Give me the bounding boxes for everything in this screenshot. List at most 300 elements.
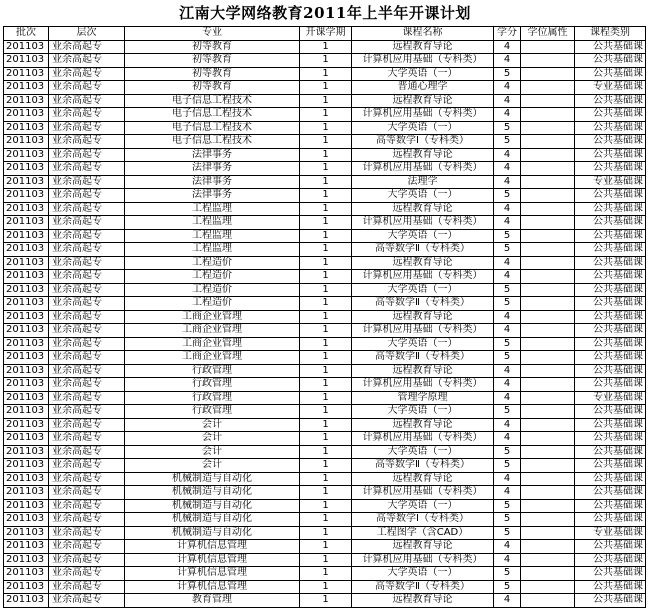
cell-credit: 4: [494, 472, 521, 486]
cell-level: 业余高起专: [49, 418, 125, 432]
cell-major: 行政管理: [125, 405, 300, 419]
cell-degree: [521, 202, 575, 216]
cell-batch: 201103: [4, 351, 49, 365]
header-course: 课程名称: [352, 27, 494, 41]
cell-major: 法律事务: [125, 175, 300, 189]
cell-major: 工商企业管理: [125, 351, 300, 365]
table-row: [4, 351, 646, 365]
cell-batch: 201103: [4, 216, 49, 230]
cell-major: 行政管理: [125, 364, 300, 378]
cell-major: 机械制造与自动化: [125, 472, 300, 486]
cell-term: 1: [300, 189, 352, 203]
cell-degree: [521, 121, 575, 135]
cell-course: 管理学原理: [352, 391, 494, 405]
cell-term: 1: [300, 310, 352, 324]
cell-type: 公共基础课: [575, 351, 646, 365]
table-row: [4, 189, 646, 203]
cell-term: 1: [300, 432, 352, 446]
cell-type: 公共基础课: [575, 135, 646, 149]
cell-course: 计算机应用基础（专科类）: [352, 270, 494, 284]
table-row: [4, 553, 646, 567]
cell-degree: [521, 580, 575, 594]
cell-degree: [521, 324, 575, 338]
cell-batch: 201103: [4, 580, 49, 594]
cell-course: 计算机应用基础（专科类）: [352, 378, 494, 392]
cell-level: 业余高起专: [49, 162, 125, 176]
cell-batch: 201103: [4, 189, 49, 203]
header-batch: 批次: [4, 27, 49, 41]
cell-batch: 201103: [4, 202, 49, 216]
cell-major: 教育管理: [125, 594, 300, 608]
cell-major: 会计: [125, 459, 300, 473]
cell-credit: 4: [494, 553, 521, 567]
cell-credit: 5: [494, 229, 521, 243]
table-row: [4, 175, 646, 189]
cell-term: 1: [300, 351, 352, 365]
cell-degree: [521, 378, 575, 392]
cell-batch: 201103: [4, 243, 49, 257]
cell-major: 计算机信息管理: [125, 580, 300, 594]
cell-degree: [521, 162, 575, 176]
cell-credit: 5: [494, 405, 521, 419]
cell-credit: 4: [494, 324, 521, 338]
header-degree: 学位属性: [521, 27, 575, 41]
cell-batch: 201103: [4, 256, 49, 270]
cell-type: 公共基础课: [575, 567, 646, 581]
cell-major: 计算机信息管理: [125, 567, 300, 581]
cell-term: 1: [300, 148, 352, 162]
cell-batch: 201103: [4, 459, 49, 473]
cell-degree: [521, 310, 575, 324]
table-row: [4, 337, 646, 351]
cell-credit: 4: [494, 202, 521, 216]
cell-course: 远程教育导论: [352, 472, 494, 486]
cell-term: 1: [300, 499, 352, 513]
cell-batch: 201103: [4, 472, 49, 486]
cell-batch: 201103: [4, 54, 49, 68]
cell-credit: 5: [494, 121, 521, 135]
cell-credit: 5: [494, 351, 521, 365]
cell-level: 业余高起专: [49, 324, 125, 338]
cell-major: 初等教育: [125, 81, 300, 95]
cell-course: 大学英语（一）: [352, 189, 494, 203]
cell-degree: [521, 418, 575, 432]
cell-term: 1: [300, 229, 352, 243]
cell-level: 业余高起专: [49, 499, 125, 513]
cell-course: 计算机应用基础（专科类）: [352, 486, 494, 500]
cell-degree: [521, 256, 575, 270]
cell-degree: [521, 472, 575, 486]
table-row: [4, 472, 646, 486]
cell-type: 公共基础课: [575, 486, 646, 500]
cell-batch: 201103: [4, 418, 49, 432]
cell-batch: 201103: [4, 108, 49, 122]
cell-degree: [521, 351, 575, 365]
cell-batch: 201103: [4, 364, 49, 378]
cell-type: 公共基础课: [575, 229, 646, 243]
cell-level: 业余高起专: [49, 553, 125, 567]
cell-type: 公共基础课: [575, 310, 646, 324]
cell-level: 业余高起专: [49, 580, 125, 594]
cell-term: 1: [300, 526, 352, 540]
cell-degree: [521, 40, 575, 54]
cell-major: 会计: [125, 418, 300, 432]
cell-credit: 4: [494, 270, 521, 284]
cell-course: 远程教育导论: [352, 364, 494, 378]
table-row: [4, 216, 646, 230]
cell-level: 业余高起专: [49, 189, 125, 203]
cell-level: 业余高起专: [49, 567, 125, 581]
cell-level: 业余高起专: [49, 121, 125, 135]
table-row: [4, 580, 646, 594]
cell-degree: [521, 108, 575, 122]
cell-type: 公共基础课: [575, 54, 646, 68]
table-row: [4, 40, 646, 54]
cell-term: 1: [300, 243, 352, 257]
cell-term: 1: [300, 121, 352, 135]
cell-degree: [521, 513, 575, 527]
cell-degree: [521, 67, 575, 81]
cell-level: 业余高起专: [49, 216, 125, 230]
cell-level: 业余高起专: [49, 270, 125, 284]
cell-batch: 201103: [4, 297, 49, 311]
cell-batch: 201103: [4, 270, 49, 284]
table-row: [4, 162, 646, 176]
cell-major: 工商企业管理: [125, 324, 300, 338]
cell-term: 1: [300, 364, 352, 378]
cell-degree: [521, 175, 575, 189]
cell-term: 1: [300, 459, 352, 473]
cell-batch: 201103: [4, 40, 49, 54]
cell-credit: 5: [494, 513, 521, 527]
cell-credit: 4: [494, 540, 521, 554]
cell-batch: 201103: [4, 378, 49, 392]
cell-term: 1: [300, 513, 352, 527]
table-row: [4, 108, 646, 122]
header-term: 开课学期: [300, 27, 352, 41]
cell-course: 大学英语（一）: [352, 499, 494, 513]
cell-degree: [521, 567, 575, 581]
cell-degree: [521, 499, 575, 513]
cell-type: 公共基础课: [575, 40, 646, 54]
cell-level: 业余高起专: [49, 256, 125, 270]
cell-type: 公共基础课: [575, 202, 646, 216]
cell-major: 电子信息工程技术: [125, 94, 300, 108]
cell-major: 法律事务: [125, 189, 300, 203]
cell-term: 1: [300, 486, 352, 500]
cell-course: 计算机应用基础（专科类）: [352, 162, 494, 176]
cell-major: 行政管理: [125, 378, 300, 392]
cell-level: 业余高起专: [49, 594, 125, 608]
table-row: [4, 378, 646, 392]
cell-batch: 201103: [4, 526, 49, 540]
cell-type: 公共基础课: [575, 270, 646, 284]
cell-course: 远程教育导论: [352, 310, 494, 324]
cell-type: 公共基础课: [575, 94, 646, 108]
cell-level: 业余高起专: [49, 40, 125, 54]
cell-major: 机械制造与自动化: [125, 513, 300, 527]
cell-level: 业余高起专: [49, 175, 125, 189]
cell-type: 公共基础课: [575, 594, 646, 608]
cell-level: 业余高起专: [49, 148, 125, 162]
table-row: [4, 567, 646, 581]
cell-credit: 5: [494, 189, 521, 203]
cell-course: 法理学: [352, 175, 494, 189]
cell-type: 公共基础课: [575, 324, 646, 338]
table-row: [4, 513, 646, 527]
cell-credit: 4: [494, 175, 521, 189]
cell-credit: 4: [494, 310, 521, 324]
cell-type: 公共基础课: [575, 553, 646, 567]
cell-level: 业余高起专: [49, 351, 125, 365]
cell-course: 高等数学Ⅱ（专科类）: [352, 459, 494, 473]
cell-degree: [521, 283, 575, 297]
cell-course: 普通心理学: [352, 81, 494, 95]
cell-degree: [521, 405, 575, 419]
cell-major: 机械制造与自动化: [125, 526, 300, 540]
cell-credit: 5: [494, 499, 521, 513]
cell-course: 大学英语（一）: [352, 229, 494, 243]
table-row: [4, 324, 646, 338]
cell-course: 工程图学（含CAD）: [352, 526, 494, 540]
table-body: [4, 40, 646, 607]
cell-degree: [521, 553, 575, 567]
cell-level: 业余高起专: [49, 297, 125, 311]
cell-batch: 201103: [4, 486, 49, 500]
cell-type: 公共基础课: [575, 283, 646, 297]
cell-term: 1: [300, 162, 352, 176]
cell-batch: 201103: [4, 499, 49, 513]
cell-major: 机械制造与自动化: [125, 499, 300, 513]
cell-type: 公共基础课: [575, 445, 646, 459]
cell-major: 工商企业管理: [125, 337, 300, 351]
cell-course: 远程教育导论: [352, 94, 494, 108]
cell-credit: 4: [494, 378, 521, 392]
cell-course: 高等数学Ⅰ（专科类）: [352, 513, 494, 527]
cell-type: 公共基础课: [575, 405, 646, 419]
cell-course: 计算机应用基础（专科类）: [352, 108, 494, 122]
cell-term: 1: [300, 256, 352, 270]
cell-credit: 5: [494, 337, 521, 351]
cell-batch: 201103: [4, 405, 49, 419]
cell-term: 1: [300, 445, 352, 459]
cell-type: 专业基础课: [575, 81, 646, 95]
cell-major: 工程造价: [125, 297, 300, 311]
cell-credit: 5: [494, 297, 521, 311]
cell-degree: [521, 486, 575, 500]
cell-major: 初等教育: [125, 54, 300, 68]
cell-course: 计算机应用基础（专科类）: [352, 216, 494, 230]
cell-credit: 4: [494, 216, 521, 230]
cell-batch: 201103: [4, 135, 49, 149]
cell-degree: [521, 81, 575, 95]
cell-credit: 4: [494, 108, 521, 122]
cell-major: 工商企业管理: [125, 310, 300, 324]
cell-degree: [521, 459, 575, 473]
cell-course: 远程教育导论: [352, 40, 494, 54]
cell-term: 1: [300, 594, 352, 608]
cell-term: 1: [300, 540, 352, 554]
cell-major: 工程监理: [125, 243, 300, 257]
cell-level: 业余高起专: [49, 229, 125, 243]
cell-batch: 201103: [4, 310, 49, 324]
cell-credit: 4: [494, 391, 521, 405]
cell-term: 1: [300, 553, 352, 567]
cell-level: 业余高起专: [49, 472, 125, 486]
cell-level: 业余高起专: [49, 202, 125, 216]
cell-degree: [521, 135, 575, 149]
cell-degree: [521, 148, 575, 162]
table-row: [4, 256, 646, 270]
cell-level: 业余高起专: [49, 67, 125, 81]
cell-batch: 201103: [4, 162, 49, 176]
cell-batch: 201103: [4, 391, 49, 405]
table-row: [4, 405, 646, 419]
cell-degree: [521, 364, 575, 378]
course-schedule-table: [3, 26, 646, 608]
cell-batch: 201103: [4, 81, 49, 95]
cell-type: 公共基础课: [575, 580, 646, 594]
cell-batch: 201103: [4, 540, 49, 554]
cell-degree: [521, 229, 575, 243]
cell-major: 初等教育: [125, 67, 300, 81]
cell-term: 1: [300, 135, 352, 149]
cell-course: 远程教育导论: [352, 202, 494, 216]
cell-course: 大学英语（一）: [352, 337, 494, 351]
cell-type: 公共基础课: [575, 148, 646, 162]
cell-type: 公共基础课: [575, 432, 646, 446]
cell-term: 1: [300, 324, 352, 338]
cell-type: 专业基础课: [575, 391, 646, 405]
cell-credit: 4: [494, 594, 521, 608]
cell-term: 1: [300, 108, 352, 122]
cell-credit: 4: [494, 418, 521, 432]
cell-credit: 4: [494, 486, 521, 500]
table-row: [4, 94, 646, 108]
cell-course: 计算机应用基础（专科类）: [352, 432, 494, 446]
cell-term: 1: [300, 391, 352, 405]
cell-course: 远程教育导论: [352, 594, 494, 608]
cell-credit: 4: [494, 256, 521, 270]
cell-major: 计算机信息管理: [125, 553, 300, 567]
cell-level: 业余高起专: [49, 486, 125, 500]
cell-degree: [521, 526, 575, 540]
cell-level: 业余高起专: [49, 108, 125, 122]
cell-batch: 201103: [4, 445, 49, 459]
cell-type: 专业基础课: [575, 526, 646, 540]
table-row: [4, 283, 646, 297]
cell-level: 业余高起专: [49, 378, 125, 392]
cell-credit: 4: [494, 94, 521, 108]
cell-batch: 201103: [4, 337, 49, 351]
cell-batch: 201103: [4, 432, 49, 446]
table-row: [4, 243, 646, 257]
cell-level: 业余高起专: [49, 540, 125, 554]
cell-major: 电子信息工程技术: [125, 108, 300, 122]
cell-course: 大学英语（一）: [352, 567, 494, 581]
cell-term: 1: [300, 270, 352, 284]
cell-type: 公共基础课: [575, 337, 646, 351]
cell-major: 法律事务: [125, 148, 300, 162]
table-row: [4, 526, 646, 540]
table-row: [4, 459, 646, 473]
cell-credit: 5: [494, 445, 521, 459]
cell-degree: [521, 94, 575, 108]
cell-major: 会计: [125, 445, 300, 459]
header-major: 专业: [125, 27, 300, 41]
cell-level: 业余高起专: [49, 54, 125, 68]
cell-course: 高等数学Ⅱ（专科类）: [352, 297, 494, 311]
cell-course: 计算机应用基础（专科类）: [352, 54, 494, 68]
cell-major: 计算机信息管理: [125, 540, 300, 554]
cell-course: 大学英语（一）: [352, 67, 494, 81]
table-row: [4, 229, 646, 243]
cell-term: 1: [300, 378, 352, 392]
cell-credit: 4: [494, 40, 521, 54]
table-row: [4, 310, 646, 324]
cell-credit: 5: [494, 135, 521, 149]
table-row: [4, 364, 646, 378]
cell-level: 业余高起专: [49, 243, 125, 257]
cell-term: 1: [300, 175, 352, 189]
cell-level: 业余高起专: [49, 445, 125, 459]
cell-course: 大学英语（一）: [352, 121, 494, 135]
cell-credit: 5: [494, 567, 521, 581]
cell-term: 1: [300, 216, 352, 230]
cell-course: 计算机应用基础（专科类）: [352, 553, 494, 567]
page-title: 江南大学网络教育2011年上半年开课计划: [179, 4, 471, 22]
cell-term: 1: [300, 54, 352, 68]
cell-credit: 4: [494, 81, 521, 95]
cell-major: 初等教育: [125, 40, 300, 54]
cell-type: 公共基础课: [575, 108, 646, 122]
cell-major: 工程造价: [125, 283, 300, 297]
cell-credit: 5: [494, 243, 521, 257]
cell-term: 1: [300, 202, 352, 216]
cell-major: 工程监理: [125, 202, 300, 216]
cell-credit: 4: [494, 162, 521, 176]
cell-type: 公共基础课: [575, 243, 646, 257]
cell-level: 业余高起专: [49, 391, 125, 405]
cell-batch: 201103: [4, 553, 49, 567]
cell-course: 远程教育导论: [352, 256, 494, 270]
cell-course: 远程教育导论: [352, 540, 494, 554]
cell-term: 1: [300, 67, 352, 81]
table-row: [4, 391, 646, 405]
cell-level: 业余高起专: [49, 405, 125, 419]
cell-course: 计算机应用基础（专科类）: [352, 324, 494, 338]
cell-batch: 201103: [4, 229, 49, 243]
cell-term: 1: [300, 40, 352, 54]
cell-term: 1: [300, 337, 352, 351]
table-row: [4, 594, 646, 608]
cell-credit: 4: [494, 148, 521, 162]
cell-batch: 201103: [4, 67, 49, 81]
cell-type: 公共基础课: [575, 121, 646, 135]
cell-term: 1: [300, 567, 352, 581]
table-row: [4, 445, 646, 459]
cell-major: 工程监理: [125, 229, 300, 243]
cell-batch: 201103: [4, 513, 49, 527]
cell-credit: 4: [494, 432, 521, 446]
cell-degree: [521, 189, 575, 203]
cell-batch: 201103: [4, 283, 49, 297]
cell-course: 高等数学Ⅱ（专科类）: [352, 243, 494, 257]
cell-credit: 4: [494, 364, 521, 378]
cell-type: 公共基础课: [575, 256, 646, 270]
cell-degree: [521, 432, 575, 446]
cell-course: 大学英语（一）: [352, 283, 494, 297]
